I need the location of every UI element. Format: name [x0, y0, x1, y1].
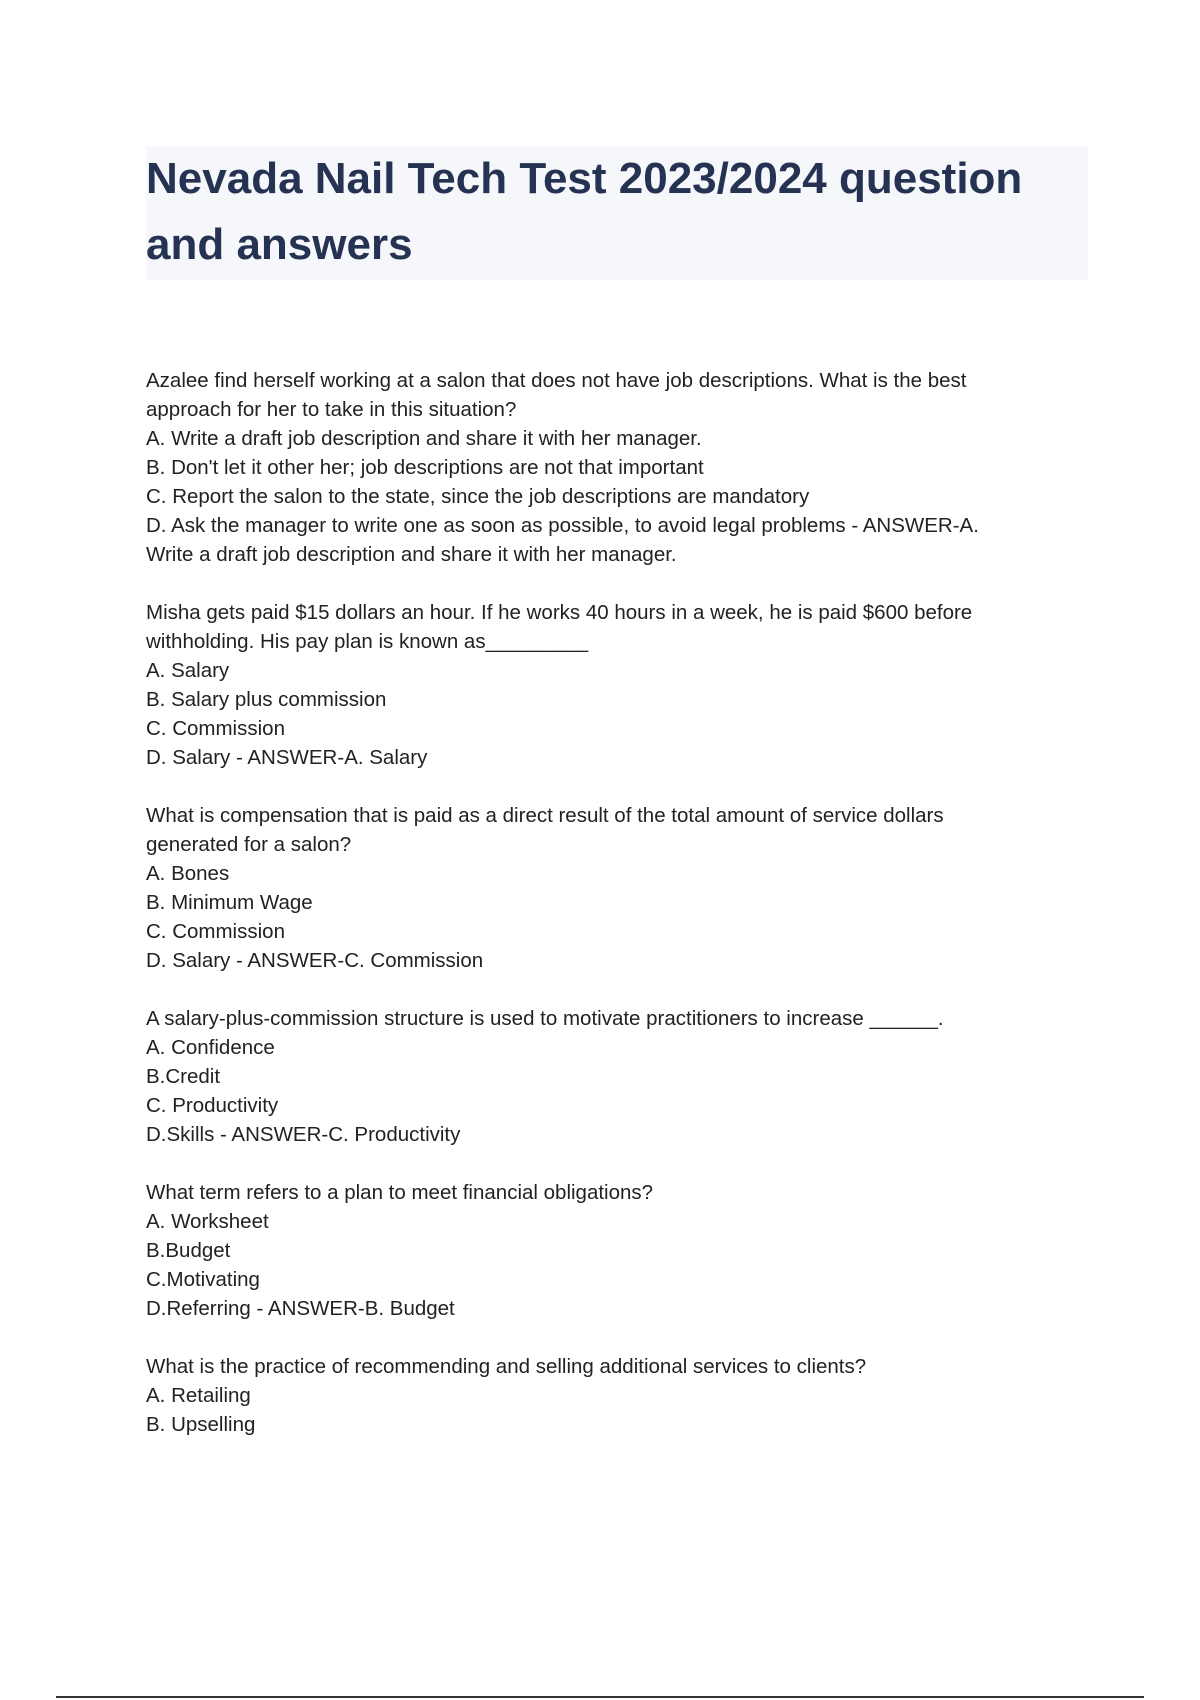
answer-option: D. Ask the manager to write one as soon as possible, to avoid legal problems - ANSWER-A.: [146, 514, 979, 537]
question-block-1: [146, 366, 1086, 569]
question-block-6: [146, 1352, 1086, 1439]
title-banner: [146, 146, 1088, 280]
question-block-2: [146, 598, 1086, 772]
answer-option: C. Report the salon to the state, since the job descriptions are mandatory: [146, 485, 810, 508]
answer-option: B.Budget: [146, 1239, 231, 1262]
question-text: What is compensation that is paid as a direct result of the total amount of service dollars: [146, 804, 944, 827]
answer-option: D.Skills - ANSWER-C. Productivity: [146, 1123, 461, 1146]
question-block-4: [146, 1004, 1086, 1149]
question-text: generated for a salon?: [146, 833, 352, 856]
answer-option: C.Motivating: [146, 1268, 260, 1291]
answer-option: C. Commission: [146, 920, 285, 943]
question-list: [146, 366, 1086, 1468]
title-line-1: Nevada Nail Tech Test 2023/2024 question: [146, 154, 1023, 203]
answer-option: B. Salary plus commission: [146, 688, 387, 711]
answer-option: D.Referring - ANSWER-B. Budget: [146, 1297, 455, 1320]
question-text: withholding. His pay plan is known as_________: [146, 630, 589, 653]
document-title: [146, 146, 1022, 278]
question-text: What is the practice of recommending and selling additional services to clients?: [146, 1355, 867, 1378]
answer-option: C. Commission: [146, 717, 285, 740]
answer-option: B. Minimum Wage: [146, 891, 313, 914]
answer-option: A. Bones: [146, 862, 230, 885]
question-text: Azalee find herself working at a salon that does not have job descriptions. What is the best: [146, 369, 967, 392]
title-line-2: and answers: [146, 220, 413, 269]
answer-option: C. Productivity: [146, 1094, 279, 1117]
answer-option: B. Upselling: [146, 1413, 256, 1436]
answer-option: D. Salary - ANSWER-A. Salary: [146, 746, 428, 769]
answer-option: A. Salary: [146, 659, 230, 682]
question-text: What term refers to a plan to meet financial obligations?: [146, 1181, 654, 1204]
answer-option: A. Write a draft job description and share it with her manager.: [146, 427, 702, 450]
question-text: Misha gets paid $15 dollars an hour. If he works 40 hours in a week, he is paid $600 before: [146, 601, 973, 624]
answer-option: A. Worksheet: [146, 1210, 269, 1233]
question-text: approach for her to take in this situation?: [146, 398, 517, 421]
answer-option: B.Credit: [146, 1065, 221, 1088]
question-block-3: [146, 801, 1086, 975]
question-block-5: [146, 1178, 1086, 1323]
answer-option: B. Don't let it other her; job descriptions are not that important: [146, 456, 704, 479]
answer-option: D. Salary - ANSWER-C. Commission: [146, 949, 484, 972]
question-text: A salary-plus-commission structure is used to motivate practitioners to increase ______.: [146, 1007, 944, 1030]
page-bottom-rule: [56, 1696, 1144, 1698]
answer-option: A. Confidence: [146, 1036, 275, 1059]
correct-answer: Write a draft job description and share it with her manager.: [146, 543, 677, 566]
answer-option: A. Retailing: [146, 1384, 251, 1407]
